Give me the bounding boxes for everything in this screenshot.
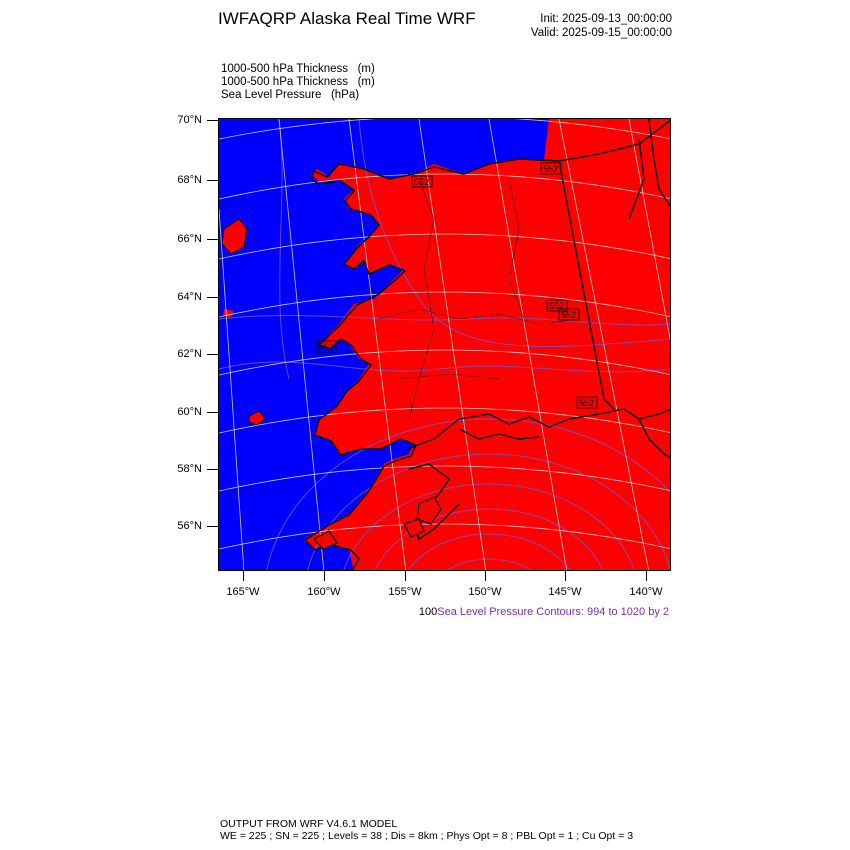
- lat-tick: [207, 297, 218, 298]
- lat-label: 66°N: [177, 233, 202, 245]
- init-time: Init: 2025-09-13_00:00:00: [540, 13, 672, 25]
- lon-label: 160°W: [307, 586, 341, 598]
- field-thickness-2: 1000-500 hPa Thickness (m): [221, 76, 375, 88]
- lat-tick: [207, 120, 218, 121]
- lon-label: 140°W: [629, 586, 663, 598]
- lat-label: 60°N: [177, 406, 202, 418]
- lat-label: 56°N: [177, 520, 202, 532]
- thickness-label: [412, 176, 432, 187]
- lon-label: 145°W: [548, 586, 582, 598]
- lon-tick: [485, 571, 486, 581]
- run-times: [531, 12, 672, 40]
- lat-label: 70°N: [177, 114, 202, 126]
- thickness-label: [559, 309, 579, 320]
- map-svg: [219, 119, 671, 571]
- lon-tick: [646, 571, 647, 581]
- lat-tick: [207, 180, 218, 181]
- contour-info-text: Sea Level Pressure Contours: 994 to 1020 by 2: [437, 606, 669, 618]
- field-slp: Sea Level Pressure (hPa): [221, 89, 360, 101]
- thickness-label-text: 552: [414, 177, 430, 187]
- lon-tick: [324, 571, 325, 581]
- lat-tick: [207, 239, 218, 240]
- lon-label: 150°W: [468, 586, 502, 598]
- thickness-label-text: 552: [549, 301, 565, 311]
- lat-label: 64°N: [177, 291, 202, 303]
- contour-info: [419, 606, 669, 618]
- valid-time: Valid: 2025-09-15_00:00:00: [530, 27, 672, 39]
- thickness-label: [316, 341, 336, 352]
- thickness-label-text: 552: [543, 164, 559, 174]
- field-list: [221, 63, 375, 102]
- lon-tick: [405, 571, 406, 581]
- contour-info-number: 100: [418, 606, 438, 618]
- map-title: IWFAQRP Alaska Real Time WRF: [218, 9, 476, 28]
- lon-tick: [565, 571, 566, 581]
- lat-tick: [207, 354, 218, 355]
- footer-model: OUTPUT FROM WRF V4.6.1 MODEL: [220, 818, 398, 830]
- lat-label: 58°N: [177, 463, 202, 475]
- lat-label: 68°N: [177, 174, 202, 186]
- thickness-label-text: 552: [318, 342, 334, 352]
- lon-label: 155°W: [388, 586, 422, 598]
- lat-tick: [207, 469, 218, 470]
- thickness-label-text: 552: [561, 310, 577, 320]
- lon-label: 165°W: [226, 586, 260, 598]
- lat-label: 62°N: [177, 348, 202, 360]
- lat-tick: [207, 526, 218, 527]
- lat-tick: [207, 412, 218, 413]
- thickness-label-text: 552: [579, 398, 595, 408]
- thickness-label: [577, 397, 597, 408]
- model-footer: [220, 818, 633, 842]
- footer-config: WE = 225 ; SN = 225 ; Levels = 38 ; Dis = 8km ; Phys Opt = 8 ; PBL Opt = 1 ; Cu Opt = 3: [220, 830, 634, 842]
- thickness-label: [541, 163, 561, 174]
- map-plot: [218, 118, 671, 571]
- field-thickness-1: 1000-500 hPa Thickness (m): [221, 63, 375, 75]
- lon-tick: [243, 571, 244, 581]
